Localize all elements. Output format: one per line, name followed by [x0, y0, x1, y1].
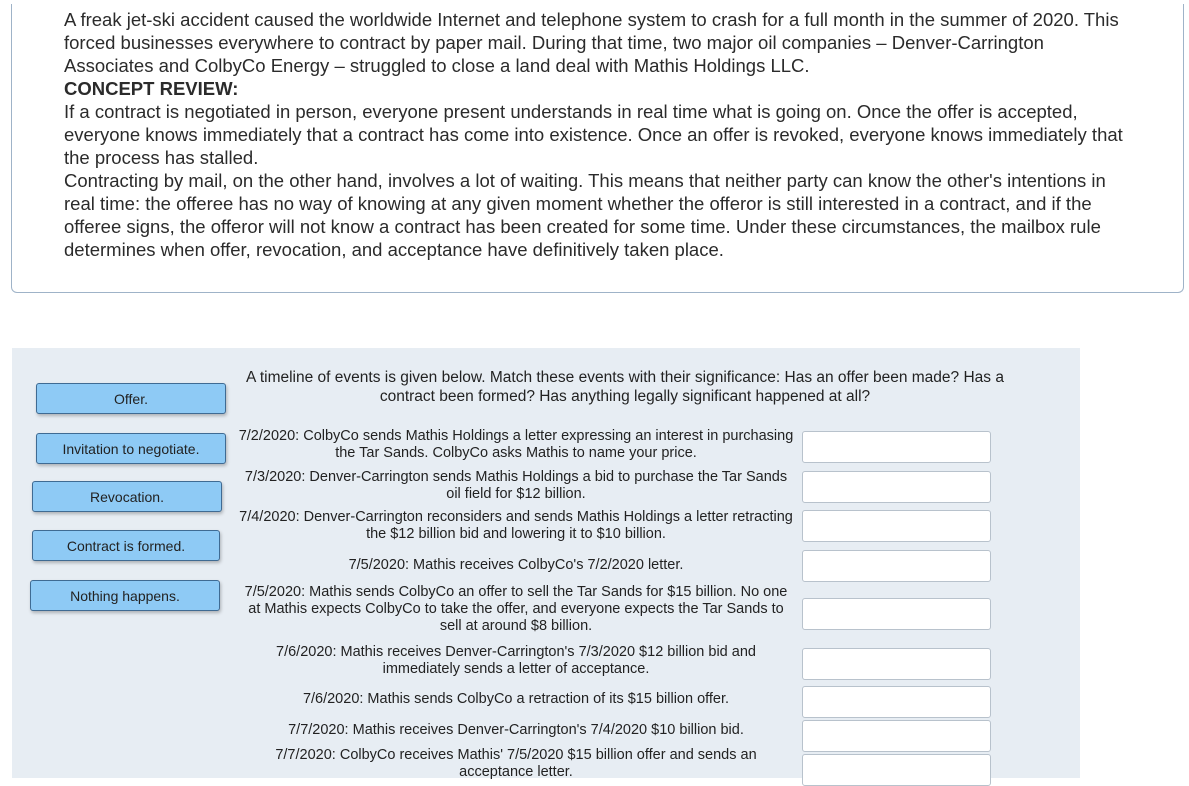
event-text: 7/2/2020: ColbyCo sends Mathis Holdings a letter expressing an interest in purchasing the Tar Sands. ColbyCo asks Mathis to name your price. [238, 428, 794, 461]
drop-target[interactable] [802, 754, 991, 786]
event-text: 7/4/2020: Denver-Carrington reconsiders and sends Mathis Holdings a letter retracting the $12 billion bid and lowering it to $10 billion. [239, 509, 793, 542]
drop-target[interactable] [802, 550, 991, 582]
scenario-text: A freak jet-ski accident caused the worldwide Internet and telephone system to crash for a full month in the summer of 2020. This forced businesses everywhere to contract by paper mail. During that time, two major oil companies – Denver-Carrington Associates and ColbyCo Energy – struggled to close a land deal with Mathis Holdings LLC. [64, 9, 1119, 76]
event-text: 7/6/2020: Mathis receives Denver-Carrington's 7/3/2020 $12 billion bid and immediately sends a letter of acceptance. [276, 644, 756, 677]
event-text: 7/5/2020: Mathis sends ColbyCo an offer to sell the Tar Sands for $15 billion. No one at Mathis expects ColbyCo to take the offer, and everyone expects the Tar Sands to sell at around $8 billion. [244, 584, 788, 634]
choice-nothing-happens[interactable]: Nothing happens. [30, 580, 220, 611]
matching-panel [12, 348, 1080, 778]
intro-text [64, 8, 1124, 261]
concept-paragraph-1: If a contract is negotiated in person, everyone present understands in real time what is going on. Once the offer is accepted, everyone knows immediately that a contract has come into existence. Once an offer is revoked, everyone knows immediately that the process has stalled. [64, 101, 1123, 168]
event-text: 7/3/2020: Denver-Carrington sends Mathis Holdings a bid to purchase the Tar Sands oil field for $12 billion. [244, 469, 788, 502]
concept-paragraph-2: Contracting by mail, on the other hand, involves a lot of waiting. This means that neither party can know the other's intentions in real time: the offeree has no way of knowing at any given moment whether the offeror is still interested in a contract, and if the offeree signs, the offeror will not know a contract has been created for some time. Under these circumstances, the mailbox rule determines when offer, revocation, and acceptance have definitively taken place. [64, 170, 1106, 260]
event-text: 7/5/2020: Mathis receives ColbyCo's 7/2/2020 letter. [348, 557, 684, 573]
drop-target[interactable] [802, 510, 991, 542]
choice-contract-is-formed[interactable]: Contract is formed. [32, 530, 220, 561]
instructions: A timeline of events is given below. Match these events with their significance: Has an offer been made? Has a contract been formed? Has anything legally significant happened at all? [246, 369, 1004, 405]
concept-heading: CONCEPT REVIEW: [64, 78, 239, 99]
choice-invitation-to-negotiate[interactable]: Invitation to negotiate. [36, 433, 226, 464]
choice-offer[interactable]: Offer. [36, 383, 226, 414]
drop-target[interactable] [802, 471, 991, 503]
drop-target[interactable] [802, 598, 991, 630]
drop-target[interactable] [802, 720, 991, 752]
event-text: 7/7/2020: ColbyCo receives Mathis' 7/5/2020 $15 billion offer and sends an acceptance letter. [275, 747, 757, 780]
drop-target[interactable] [802, 648, 991, 680]
choice-revocation[interactable]: Revocation. [32, 481, 222, 512]
drop-target[interactable] [802, 431, 991, 463]
event-text: 7/6/2020: Mathis sends ColbyCo a retraction of its $15 billion offer. [302, 691, 730, 707]
event-text: 7/7/2020: Mathis receives Denver-Carrington's 7/4/2020 $10 billion bid. [288, 722, 744, 738]
drop-target[interactable] [802, 686, 991, 718]
